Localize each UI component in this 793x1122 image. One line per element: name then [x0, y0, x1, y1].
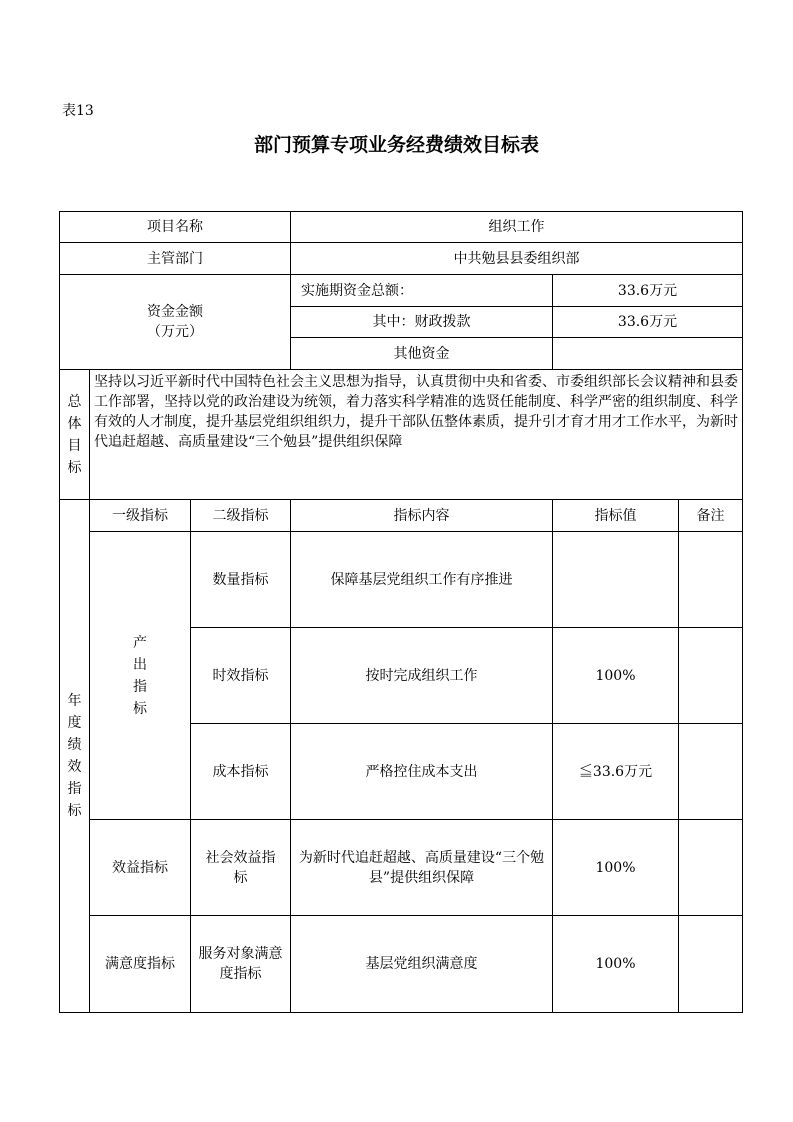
department-value: 中共勉县县委组织部 [291, 243, 743, 275]
header-value: 指标值 [553, 500, 679, 532]
content-cost: 严格控住成本支出 [291, 724, 553, 820]
fiscal-funds-value: 33.6万元 [553, 307, 743, 338]
other-funds-label: 其他资金 [291, 338, 553, 370]
page-title: 部门预算专项业务经费绩效目标表 [253, 134, 539, 156]
total-funds-label: 实施期资金总额： [291, 275, 553, 307]
note-timeliness [679, 628, 743, 724]
performance-table [59, 211, 743, 1013]
funds-label-line2: （万元） [147, 324, 203, 340]
header-level1: 一级指标 [90, 500, 191, 532]
table-number: 表13 [62, 103, 94, 119]
header-note: 备注 [679, 500, 743, 532]
level2-cost: 成本指标 [191, 724, 291, 820]
note-quantity [679, 532, 743, 628]
content-social-benefit: 为新时代追赶超越、高质量建设“三个勉县”提供组织保障 [291, 820, 553, 916]
level2-timeliness: 时效指标 [191, 628, 291, 724]
note-social-benefit [679, 820, 743, 916]
project-name-label: 项目名称 [60, 212, 291, 243]
fiscal-funds-label: 其中：财政拨款 [291, 307, 553, 338]
department-label: 主管部门 [60, 243, 291, 275]
funds-label [60, 275, 291, 370]
other-funds-value [553, 338, 743, 370]
value-cost: ≦33.6万元 [553, 724, 679, 820]
total-funds-value: 33.6万元 [553, 275, 743, 307]
overall-goal-label: 总体目标 [60, 370, 90, 500]
output-indicator-label: 产出指标 [90, 532, 191, 820]
content-timeliness: 按时完成组织工作 [291, 628, 553, 724]
header-level2: 二级指标 [191, 500, 291, 532]
value-timeliness: 100% [553, 628, 679, 724]
header-content: 指标内容 [291, 500, 553, 532]
funds-label-line1: 资金金额 [147, 304, 203, 320]
annual-indicators-label: 年度绩效指标 [60, 500, 90, 1013]
value-quantity [553, 532, 679, 628]
level2-quantity: 数量指标 [191, 532, 291, 628]
note-satisfaction [679, 916, 743, 1013]
level2-satisfaction: 服务对象满意度指标 [191, 916, 291, 1013]
satisfaction-indicator-label: 满意度指标 [90, 916, 191, 1013]
content-quantity: 保障基层党组织工作有序推进 [291, 532, 553, 628]
overall-goal-text: 坚持以习近平新时代中国特色社会主义思想为指导，认真贯彻中央和省委、市委组织部长会议精神和县委工作部署，坚持以党的政治建设为统领，着力落实科学精准的选贤任能制度、科学严密的组织制度、科学有效的人才制度，提升基层党组织组织力，提升干部队伍整体素质，提升引才育才用才工作水平，为新时代追赶超越、高质量建设“三个勉县”提供组织保障 [90, 370, 743, 500]
value-satisfaction: 100% [553, 916, 679, 1013]
value-social-benefit: 100% [553, 820, 679, 916]
project-name-value: 组织工作 [291, 212, 743, 243]
content-satisfaction: 基层党组织满意度 [291, 916, 553, 1013]
level2-social-benefit: 社会效益指标 [191, 820, 291, 916]
note-cost [679, 724, 743, 820]
benefit-indicator-label: 效益指标 [90, 820, 191, 916]
